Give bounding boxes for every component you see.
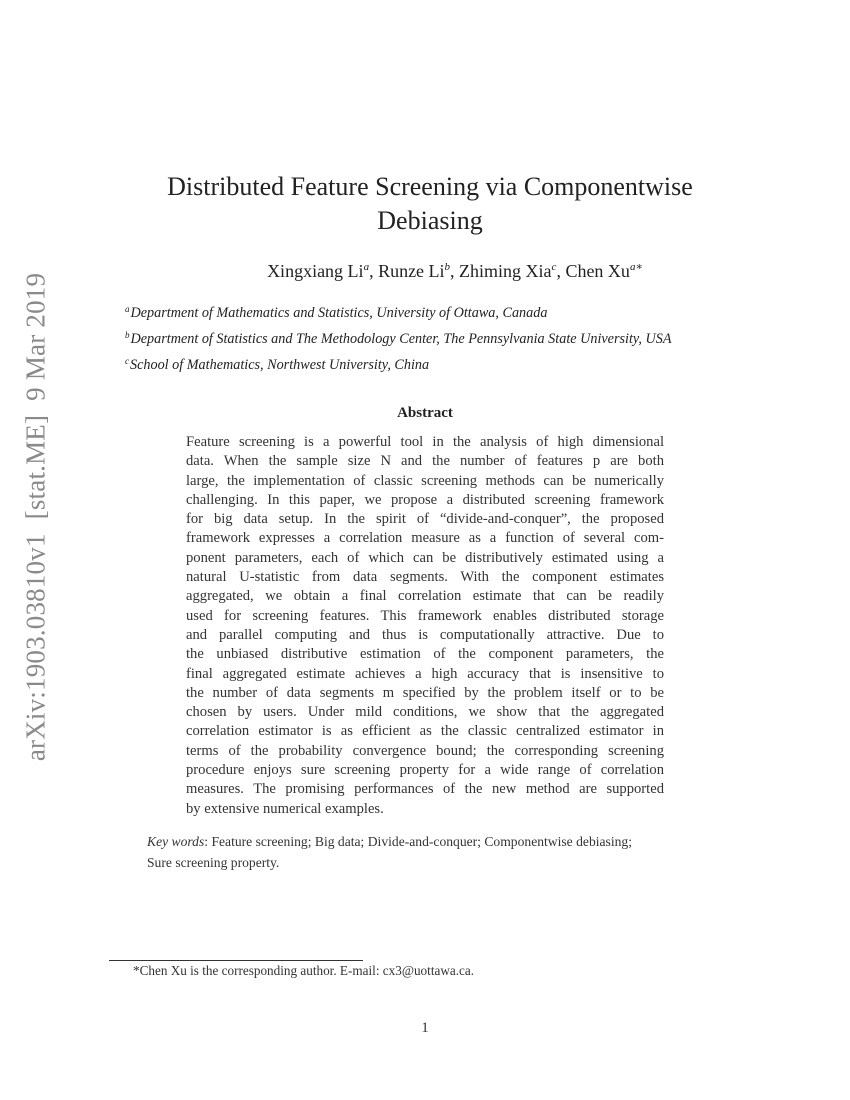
keywords-label: Key words — [147, 834, 205, 849]
author: Runze Li$^b$, — [378, 261, 460, 281]
abstract-line: Feature screening is a powerful tool in the analysis of high dimensional — [186, 434, 664, 450]
arxiv-category: [stat.ME] — [20, 414, 51, 520]
abstract-line: large, the implementation of classic screening methods can be numerically — [186, 472, 664, 489]
abstract-line: challenging. In this paper, we propose a distributed screening framework — [186, 491, 664, 508]
keywords-line-1: Key words: Feature screening; Big data; Divide-and-conquer; Componentwise debiasing; — [147, 834, 632, 849]
abstract-line: used for screening features. This framework enables distributed storage — [186, 607, 664, 624]
abstract-line: the unbiased distributive estimation of the component parameters, the — [186, 646, 664, 663]
author: Zhiming Xia$^c$, — [459, 261, 566, 281]
abstract-line: framework expresses a correlation measure as a function of several com- — [186, 530, 664, 547]
abstract-line: by extensive numerical examples. — [186, 800, 384, 817]
abstract-line: and parallel computing and thus is computationally attractive. Due to — [186, 626, 664, 643]
abstract-line: data. When the sample size N and the number of features p are both — [186, 453, 664, 470]
arxiv-stamp — [21, 259, 52, 761]
abstract-line: the number of data segments m specified by the problem itself or to be — [186, 684, 664, 701]
affiliation: $^c$School of Mathematics, Northwest University, China — [125, 356, 430, 373]
affiliation: $^b$Department of Statistics and The Methodology Center, The Pennsylvania State University, USA — [125, 330, 672, 347]
abstract-line: measures. The promising performances of the new method are supported — [186, 781, 664, 798]
abstract-line: aggregated, we obtain a final correlation estimate that can be readily — [186, 588, 664, 605]
abstract-line: natural U-statistic from data segments. With the component estimates — [186, 569, 664, 586]
footnote: *Chen Xu is the corresponding author. E-mail: cx3@uottawa.ca. — [133, 963, 475, 978]
abstract-body — [186, 433, 664, 819]
paper-title — [100, 170, 760, 238]
author: Chen $Xu^{a∗}$ — [565, 261, 643, 281]
abstract-line: chosen by users. Under mild conditions, we show that the aggregated — [186, 704, 664, 721]
abstract-line: final aggregated estimate achieves a high accuracy that is insensitive to — [186, 665, 664, 682]
footnote-rule — [109, 960, 363, 961]
page-number: 1 — [421, 1020, 429, 1036]
arxiv-date: 9 Mar 2019 — [20, 272, 51, 401]
abstract-line: ponent parameters, each of which can be distributively estimated using a — [186, 549, 664, 566]
abstract-line: correlation estimator is as efficient as the classic centralized estimator in — [186, 723, 664, 740]
author: Xingxiang Li$^a$, — [267, 261, 379, 281]
affiliation: $^a$Department of Mathematics and Statistics, University of Ottawa, Canada — [125, 304, 548, 321]
keywords-line-2: Sure screening property. — [147, 855, 280, 870]
arxiv-id: arXiv:1903.03810v1 — [20, 533, 51, 762]
abstract-heading: Abstract — [397, 405, 453, 421]
affiliations — [125, 300, 805, 378]
author-list — [0, 259, 850, 283]
title-line-1: Distributed Feature Screening via Componentwise — [167, 172, 693, 201]
abstract-line: terms of the probability convergence bound; the corresponding screening — [186, 742, 664, 759]
abstract-line: procedure enjoys sure screening property for a wide range of correlation — [186, 762, 664, 779]
keywords — [147, 831, 703, 873]
title-line-2: Debiasing — [377, 206, 483, 235]
abstract-line: for big data setup. In the spirit of “divide-and-conquer”, the proposed — [186, 511, 664, 528]
